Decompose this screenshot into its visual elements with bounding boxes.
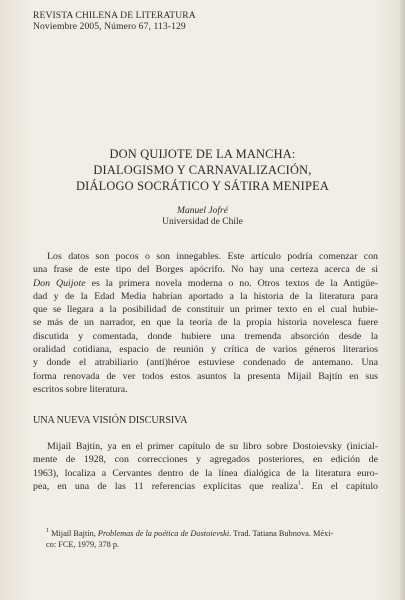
intro-line: oralidad cotidiana, espacio de reunión y crítica de varios géneros literarios	[33, 344, 378, 356]
author-name: Manuel Jofré	[177, 206, 228, 216]
journal-name: REVISTA CHILENA DE LITERATURA	[33, 10, 196, 21]
footnote-book: Problemas de la poética de Dostoievski	[97, 529, 230, 538]
footnote-line	[46, 528, 376, 539]
title-line-3: DIÁLOGO SOCRÁTICO Y SÁTIRA MENIPEA	[75, 179, 329, 193]
page-edge-shadow	[399, 0, 405, 600]
intro-line: discutida y comentada, donde hubiere una tremenda absorción desde la	[33, 330, 378, 342]
footnote-line: co: FCE, 1979, 378 p.	[46, 540, 120, 549]
section-line: Mijail Bajtín, ya en el primer capítulo de su libro sobre Dostoievsky (inicial-	[47, 441, 378, 452]
section-paragraph	[33, 440, 378, 493]
title-line-1: DON QUIJOTE DE LA MANCHA:	[109, 147, 296, 161]
section-line: mente de 1928, con correcciones y agregados posteriores, en edición de	[33, 454, 378, 466]
section-line: 1963), localiza a Cervantes dentro de la línea dialógica de la literatura euro-	[33, 467, 378, 479]
intro-paragraph	[33, 250, 378, 396]
footnote-number: 1	[46, 528, 49, 535]
footnote-prefix: Mijail Bajtín,	[51, 529, 96, 538]
title-line-2: DIALOGISMO Y CARNAVALIZACIÓN,	[93, 163, 312, 177]
intro-line: escritos sobre literatura.	[33, 383, 128, 395]
section-heading: UNA NUEVA VISIÓN DISCURSIVA	[33, 415, 188, 426]
footnote-ref: 1	[298, 480, 302, 487]
intro-line: Los datos son pocos o son innegables. Este artículo podría comenzar con	[47, 251, 378, 262]
footnote-rest: . Trad. Tatiana Bubnova. Méxi-	[229, 529, 334, 538]
intro-line: una frase de este tipo del Borges apócrifo. No hay una certeza acerca de si	[33, 264, 378, 276]
intro-line: forma renovada de ver todos estos asuntos la presenta Mijail Bajtín en sus	[33, 370, 378, 382]
intro-line: dad y de la Edad Media habrían aportado a la historia de la literatura para	[33, 290, 378, 302]
journal-issue: Noviembre 2005, Número 67, 113-129	[33, 21, 186, 32]
intro-line: y donde el atrabiliario (anti)héroe estuviese condenado de antemano. Una	[33, 357, 378, 369]
footnote	[46, 528, 376, 550]
italic-title: Don Quijote	[33, 277, 86, 289]
author-block	[0, 206, 405, 228]
intro-line-text: es la primera novela moderna o no. Otros textos de la Antigüe-	[91, 277, 378, 289]
intro-line: que se llegara a la posibilidad de constituir un primer texto en el cual hubie-	[33, 304, 378, 316]
article-title	[0, 146, 405, 194]
section-line-text: pea, en una de las 11 referencias explícitas que realiza	[33, 480, 299, 492]
intro-line	[33, 277, 378, 290]
section-line	[33, 480, 378, 493]
author-affiliation: Universidad de Chile	[162, 217, 243, 227]
journal-header	[33, 10, 196, 32]
section-line-tail: . En el capítulo	[301, 480, 378, 492]
intro-line: se más de un narrador, en que la teoría de la propia historia novelesca fuere	[33, 317, 378, 329]
